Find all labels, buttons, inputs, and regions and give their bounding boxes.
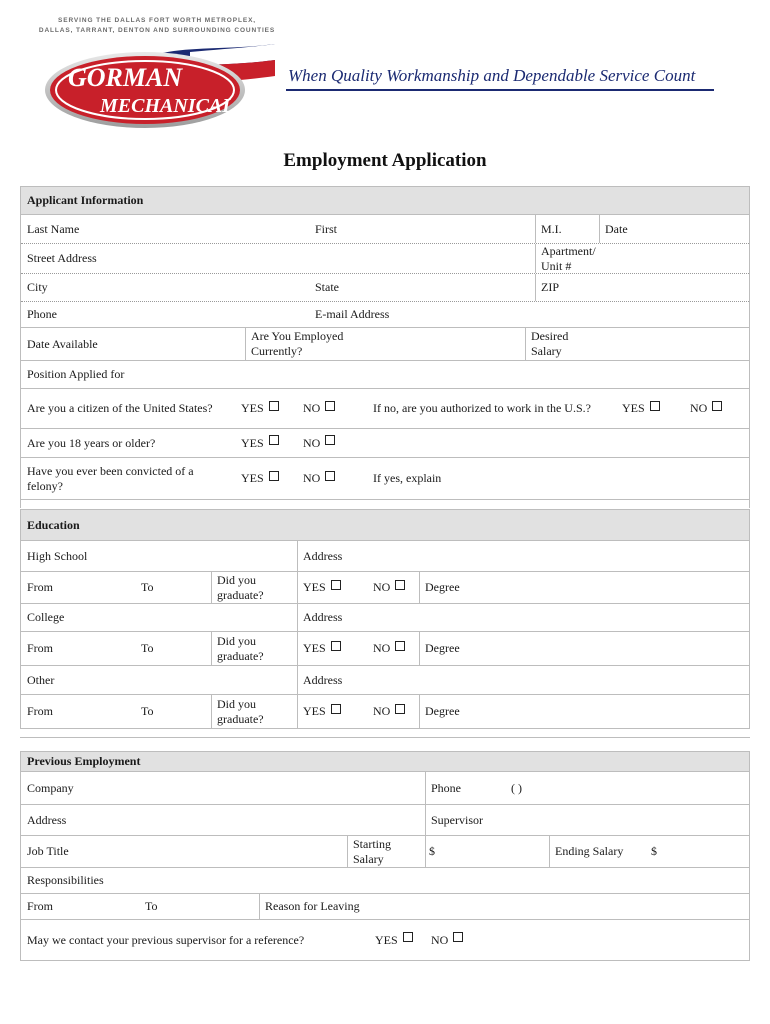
felony-row [21,458,749,499]
company-field[interactable]: Company [27,780,74,795]
no-label: NO [431,932,449,947]
other-from-field[interactable]: From [27,704,54,718]
position-row [21,361,749,389]
age-question: Are you 18 years or older? [27,435,156,450]
graduate-question [217,695,264,728]
phone-area-code[interactable]: ( ) [511,780,522,795]
other-yes-option[interactable] [303,695,341,728]
desired-label-1: Desired [531,329,569,343]
other-address-field[interactable]: Address [303,672,343,687]
zip-field[interactable]: ZIP [541,280,559,294]
service-area-text [32,16,282,36]
graduate-label-1: Did you [217,633,256,648]
unit-label: Unit # [541,258,572,273]
no-label: NO [373,580,391,594]
employment-from-field[interactable]: From [27,899,54,913]
company-row [21,772,749,805]
yes-label: YES [241,471,264,485]
ending-salary-label: Ending Salary [555,844,624,858]
no-label: NO [373,641,391,655]
college-degree-field[interactable]: Degree [425,641,460,655]
felony-yes-option[interactable] [241,458,279,499]
employer-address-field[interactable]: Address [27,812,67,827]
graduate-label-1: Did you [217,696,256,711]
company-logo [40,40,280,130]
job-title-row [21,836,749,868]
other-no-option[interactable] [373,695,405,728]
no-label: NO [373,704,391,718]
city-row [21,274,749,302]
yes-label: YES [303,580,326,594]
checkbox-icon[interactable] [331,704,341,714]
graduate-question [217,632,264,665]
state-field[interactable]: State [315,280,339,294]
section-spacer [20,500,750,508]
middle-initial-field[interactable]: M.I. [541,221,562,236]
reason-for-leaving-field[interactable]: Reason for Leaving [265,899,360,913]
graduate-label-2: graduate? [217,711,264,726]
citizen-no-option[interactable] [303,389,335,428]
first-name-field[interactable]: First [315,221,338,236]
yes-label: YES [375,932,398,947]
felony-explain-field[interactable]: If yes, explain [373,471,442,485]
college-yes-option[interactable] [303,632,341,665]
checkbox-icon[interactable] [269,435,279,445]
yes-label: YES [241,435,264,450]
checkbox-icon[interactable] [325,435,335,445]
checkbox-icon[interactable] [395,704,405,714]
yes-label: YES [303,641,326,655]
street-address-field[interactable]: Street Address [27,251,97,265]
high-school-yes-option[interactable] [303,572,341,603]
name-row [21,215,749,244]
high-school-dates-row [21,572,749,604]
starting-label-1: Starting [353,836,391,851]
desired-salary-field[interactable] [531,328,568,360]
apartment-field[interactable] [541,244,596,273]
no-label: NO [303,471,321,485]
starting-label-2: Salary [353,851,384,866]
high-school-degree-field[interactable]: Degree [425,580,460,594]
previous-employment-section [20,751,750,961]
employer-phone-field[interactable]: Phone [431,780,461,795]
applicant-information-section [20,186,750,500]
contact-no-option[interactable] [431,920,463,960]
no-label: NO [303,435,321,450]
citizen-question: Are you a citizen of the United States? [27,401,213,415]
graduate-question [217,572,264,603]
checkbox-icon[interactable] [453,932,463,942]
employment-to-field[interactable]: To [145,899,158,913]
checkbox-icon[interactable] [395,580,405,590]
contact-reference-row [21,920,749,960]
section-heading: Applicant Information [21,187,749,215]
high-school-row [21,541,749,572]
age-no-option[interactable] [303,429,335,457]
employed-label-2: Currently? [251,344,303,358]
availability-row [21,328,749,361]
contact-reference-question: May we contact your previous supervisor for a reference? [27,932,305,947]
checkbox-icon[interactable] [331,580,341,590]
graduate-label-1: Did you [217,572,256,587]
tagline-underline [286,89,714,91]
service-area-line-1: SERVING THE DALLAS FORT WORTH METROPLEX, [57,17,257,24]
felony-question-line-2: felony? [27,478,63,493]
logo-text-mechanical: MECHANICAL [100,95,235,117]
job-title-field[interactable]: Job Title [27,844,69,858]
city-field[interactable]: City [27,280,48,294]
yes-label: YES [303,704,326,718]
responsibilities-row [21,868,749,894]
high-school-from-field[interactable]: From [27,580,54,594]
other-degree-field[interactable]: Degree [425,704,460,718]
contact-yes-option[interactable] [375,920,413,960]
apartment-label: Apartment/ [541,243,596,258]
section-heading: Education [21,510,749,541]
age-yes-option[interactable] [241,429,279,457]
starting-salary-field[interactable]: $ [429,844,435,858]
checkbox-icon[interactable] [269,471,279,481]
checkbox-icon[interactable] [403,932,413,942]
page-title: Employment Application [283,150,487,171]
college-to-field[interactable]: To [141,641,154,655]
education-section [20,509,750,729]
employed-label-1: Are You Employed [251,329,344,343]
checkbox-icon[interactable] [325,401,335,411]
checkbox-icon[interactable] [331,641,341,651]
company-tagline: When Quality Workmanship and Dependable Service Count [288,66,696,85]
phone-field[interactable]: Phone [27,307,57,321]
college-dates-row [21,632,749,666]
responsibilities-field[interactable]: Responsibilities [27,873,104,887]
high-school-field[interactable]: High School [27,548,88,563]
employment-dates-row [21,894,749,920]
graduate-label-2: graduate? [217,587,264,602]
yes-label: YES [241,401,264,415]
position-applied-field[interactable]: Position Applied for [27,367,125,381]
email-field[interactable]: E-mail Address [315,307,390,321]
yes-label: YES [622,401,645,415]
employed-currently-field[interactable] [251,328,343,360]
college-from-field[interactable]: From [27,641,54,655]
other-to-field[interactable]: To [141,704,154,718]
checkbox-icon[interactable] [650,401,660,411]
felony-no-option[interactable] [303,458,335,499]
college-field[interactable]: College [27,610,65,624]
high-school-to-field[interactable]: To [141,580,154,594]
college-row [21,604,749,632]
desired-label-2: Salary [531,344,562,358]
authorized-question: If no, are you authorized to work in the U.S.? [373,401,591,415]
logo-text-gorman: GORMAN [68,63,183,92]
last-name-field[interactable]: Last Name [27,221,80,236]
citizen-yes-option[interactable] [241,389,279,428]
no-label: NO [303,401,321,415]
phone-row [21,302,749,328]
starting-salary-label [353,836,391,867]
other-row [21,666,749,695]
checkbox-icon[interactable] [269,401,279,411]
section-heading: Previous Employment [21,752,749,772]
age-row [21,429,749,458]
graduate-label-2: graduate? [217,648,264,663]
high-school-no-option[interactable] [373,572,405,603]
employer-address-row [21,805,749,836]
date-available-field[interactable]: Date Available [27,336,98,351]
other-school-field[interactable]: Other [27,672,55,687]
felony-question [27,458,194,499]
checkbox-icon[interactable] [325,471,335,481]
checkbox-icon[interactable] [712,401,722,411]
authorized-yes-option[interactable] [622,389,660,428]
street-row [21,244,749,274]
date-field[interactable]: Date [605,221,628,236]
felony-question-line-1: Have you ever been convicted of a [27,463,194,478]
college-address-field[interactable]: Address [303,610,343,624]
other-dates-row [21,695,749,728]
high-school-address-field[interactable]: Address [303,548,343,563]
checkbox-icon[interactable] [395,641,405,651]
section-divider [20,737,750,738]
ending-salary-field[interactable]: $ [651,844,657,858]
supervisor-field[interactable]: Supervisor [431,812,483,827]
no-label: NO [690,401,708,415]
authorized-no-option[interactable] [690,389,722,428]
service-area-line-2: DALLAS, TARRANT, DENTON AND SURROUNDING COUNTIES [38,27,276,34]
citizen-row [21,389,749,429]
college-no-option[interactable] [373,632,405,665]
